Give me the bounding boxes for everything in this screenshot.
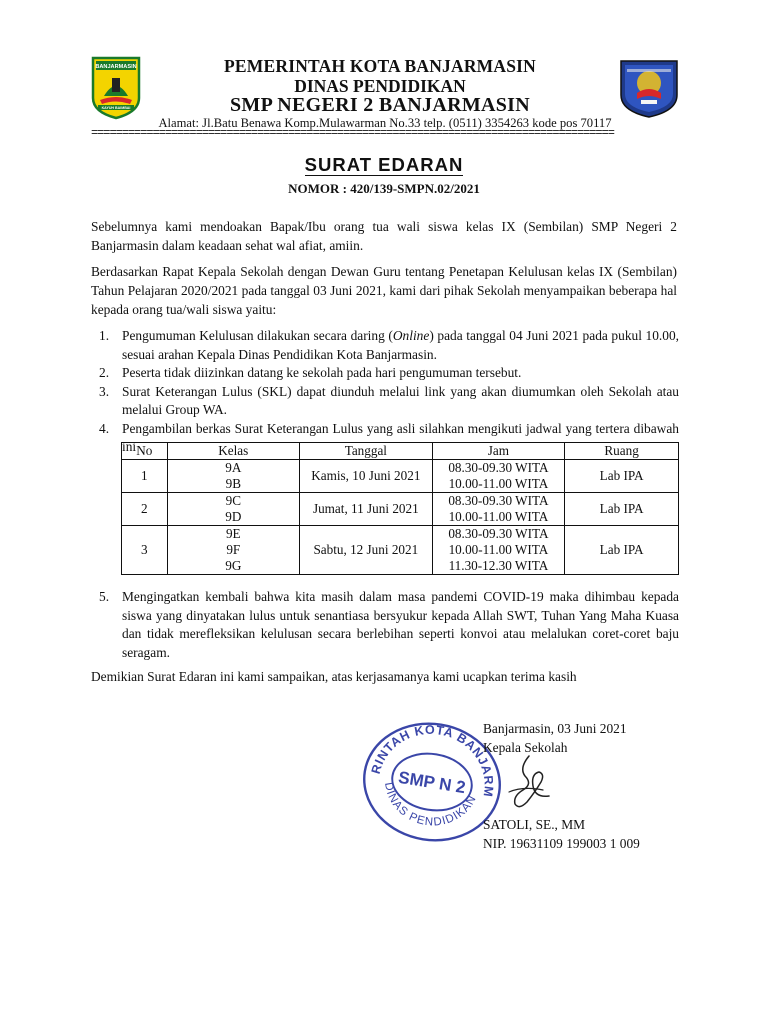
cell-tanggal: Kamis, 10 Juni 2021	[300, 460, 433, 493]
cell-ruang: Lab IPA	[565, 526, 679, 575]
list-item-text: Surat Keterangan Lulus (SKL) dapat diunduh melalui link yang akan diumumkan oleh Sekolah atau melalui Group WA.	[122, 383, 679, 417]
list-item	[99, 588, 679, 662]
list-item-text-part: ) pada tanggal 04 Juni 2021 pada pukul 10.00, sesuai arahan Kepala Dinas Pendidikan Kota Banjarmasin.	[122, 328, 680, 362]
signature-city-date: Banjarmasin, 03 Juni 2021	[483, 721, 627, 736]
notice-list-continued	[99, 588, 679, 662]
table-header-cell: Jam	[432, 443, 565, 460]
signatory-name: SATOLI, SE., MM	[483, 817, 586, 832]
cell-no: 2	[122, 493, 168, 526]
list-item-italic: Online	[392, 328, 430, 343]
jam-line: 10.00-11.00 WITA	[448, 476, 549, 491]
list-item	[99, 364, 679, 383]
kelas-line: 9B	[225, 476, 241, 491]
table-header-cell: Tanggal	[300, 443, 433, 460]
table-row	[122, 493, 679, 526]
stamp-center-text: SMP N 2	[396, 767, 467, 798]
cell-kelas	[167, 493, 299, 526]
table-header-cell: Ruang	[565, 443, 679, 460]
banjarmasin-city-emblem	[90, 56, 142, 120]
table-header-row	[122, 443, 679, 460]
list-item-text: Peserta tidak diizinkan datang ke sekolah pada hari pengumuman tersebut.	[122, 365, 522, 380]
cell-jam	[432, 493, 565, 526]
list-item-number: 2.	[99, 365, 110, 380]
list-item-text: Pengambilan berkas Surat Keterangan Lulus yang asli silahkan mengikuti jadwal yang tertera dibawah ini	[122, 420, 679, 454]
stamp-bottom-text: DINAS PENDIDIKAN	[382, 781, 480, 829]
signatory-nip: NIP. 19631109 199003 1 009	[483, 836, 640, 851]
cell-ruang: Lab IPA	[565, 493, 679, 526]
signature-role: Kepala Sekolah	[483, 740, 568, 755]
cell-jam	[432, 526, 565, 575]
cell-tanggal: Jumat, 11 Juni 2021	[300, 493, 433, 526]
dinas-pendidikan-logo	[617, 57, 681, 119]
pickup-schedule-table	[121, 442, 679, 575]
list-item	[99, 383, 679, 420]
letterhead-school: SMP NEGERI 2 BANJARMASIN	[229, 94, 530, 116]
table-row	[122, 526, 679, 575]
jam-line: 10.00-11.00 WITA	[448, 542, 549, 557]
closing-sentence: Demikian Surat Edaran ini kami sampaikan, atas kerjasamanya kami ucapkan terima kasih	[91, 669, 577, 684]
letterhead-separator: =====================================================================================	[91, 127, 614, 139]
notice-list	[99, 327, 679, 457]
kelas-line: 9D	[225, 509, 242, 524]
table-header-cell: Kelas	[167, 443, 299, 460]
letter-title	[0, 154, 768, 176]
jam-line: 08.30-09.30 WITA	[448, 493, 549, 508]
list-item-number: 1.	[99, 328, 110, 343]
cell-no: 1	[122, 460, 168, 493]
cell-no: 3	[122, 526, 168, 575]
emblem-top-text: BANJARMASIN	[95, 64, 137, 71]
jam-line: 11.30-12.30 WITA	[448, 558, 549, 573]
cell-kelas	[167, 526, 299, 575]
cell-jam	[432, 460, 565, 493]
kelas-line: 9C	[225, 493, 241, 508]
table-header-cell: No	[122, 443, 168, 460]
letterhead-office: DINAS PENDIDIKAN	[294, 76, 466, 96]
kelas-line: 9A	[225, 460, 242, 475]
list-item	[99, 327, 679, 364]
emblem-motto-text: KAYUH BAIMBAI	[101, 106, 131, 110]
list-item-number: 4.	[99, 420, 110, 436]
handwritten-signature	[495, 752, 557, 814]
cell-kelas	[167, 460, 299, 493]
jam-line: 08.30-09.30 WITA	[448, 460, 549, 475]
opening-paragraph: Sebelumnya kami mendoakan Bapak/Ibu orang tua wali siswa kelas IX (Sembilan) SMP Negeri 2 Banjarmasin dalam keadaan sehat wal afiat, amiin.	[91, 219, 677, 253]
list-item-text: Mengingatkan kembali bahwa kita masih dalam masa pandemi COVID-19 maka dihimbau kepada siswa yang dinyatakan lulus untuk senantiasa bersyukur kepada Allah SWT, Tuhan Yang Maha Kuasa dan tidak merefleksikan kelulusan secara berlebihan seperti konvoi atau melalukan coret-coret baju seragam.	[122, 589, 679, 660]
list-item-text	[122, 328, 679, 362]
list-item-number: 5.	[99, 589, 110, 604]
jam-line: 08.30-09.30 WITA	[448, 526, 549, 541]
letterhead-government: PEMERINTAH KOTA BANJARMASIN	[224, 56, 536, 76]
jam-line: 10.00-11.00 WITA	[448, 509, 549, 524]
list-item-text-part: Pengumuman Kelulusan dilakukan secara daring (	[122, 328, 393, 343]
letterhead-address: Alamat: Jl.Batu Benawa Komp.Mulawarman No.33 telp. (0511) 3354263 kode pos 70117	[158, 116, 612, 130]
table-row	[122, 460, 679, 493]
cell-ruang: Lab IPA	[565, 460, 679, 493]
cell-tanggal: Sabtu, 12 Juni 2021	[300, 526, 433, 575]
letter-title-text: SURAT EDARAN	[304, 154, 464, 175]
list-item-number: 3.	[99, 383, 110, 399]
stamp-top-text: PEMERINTAH KOTA BANJARMASIN	[368, 722, 496, 799]
basis-paragraph: Berdasarkan Rapat Kepala Sekolah dengan Dewan Guru tentang Penetapan Kelulusan kelas IX (Sembilan) Tahun Pelajaran 2020/2021 pada tanggal 03 Juni 2021, kami dari pihak Sekolah menyampaikan beberapa hal kepada orang tua/wali siswa yaitu:	[91, 264, 677, 317]
kelas-line: 9F	[226, 542, 241, 557]
kelas-line: 9E	[225, 526, 241, 541]
letter-number: NOMOR : 420/139-SMPN.02/2021	[288, 181, 480, 196]
kelas-line: 9G	[225, 558, 242, 573]
